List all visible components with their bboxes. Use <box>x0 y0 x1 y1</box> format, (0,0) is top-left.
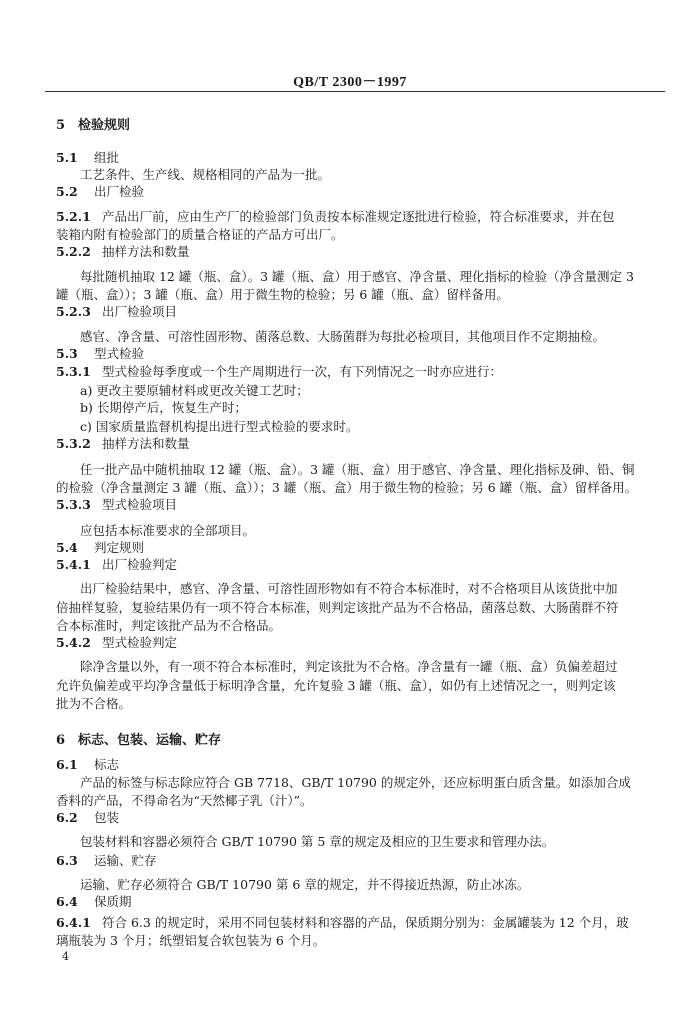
clause-heading <box>56 810 119 826</box>
body-line: 感官、净含量、可溶性固形物、菌落总数、大肠菌群为每批必检项目，其他项目作不定期抽检。 <box>80 329 606 344</box>
clause-number: 6.2 <box>56 810 78 825</box>
clause-number: 5.3 <box>56 346 78 361</box>
body-line: 出厂检验结果中，感官、净含量、可溶性固形物如有不符合本标准时，对不合格项目从该货批中加 <box>80 581 618 596</box>
clause-text: 检验规则 <box>78 118 131 133</box>
body-line: 合本标准时，判定该批产品为不合格品。 <box>56 618 282 633</box>
clause-number: 5.4.1 <box>56 557 91 572</box>
clause-heading <box>56 557 177 573</box>
clause-text: 抽样方法和数量 <box>102 436 190 451</box>
clause-heading <box>56 540 144 556</box>
clause-text: 产品出厂前，应由生产厂的检验部门负责按本标准规定逐批进行检验，符合标准要求，并在包 <box>102 209 615 224</box>
page-number: 4 <box>62 950 69 963</box>
clause-number: 5 <box>56 118 66 133</box>
clause-heading <box>56 150 119 166</box>
body-line: 的检验（净含量测定 3 罐（瓶、盒））；3 罐（瓶、盒）用于微生物的检验；另 6 罐（瓶、盒）留样备用。 <box>56 480 638 495</box>
clause-text: 抽样方法和数量 <box>102 244 190 259</box>
clause-text: 型式检验判定 <box>102 635 178 650</box>
clause-line <box>56 915 629 931</box>
body-line: 倍抽样复验，复验结果仍有一项不符合本标准，则判定该批产品为不合格品，菌落总数、大肠菌群不符 <box>56 600 619 615</box>
clause-heading <box>56 346 144 362</box>
list-item: a) 更改主要原辅材料或更改关键工艺时； <box>80 383 309 398</box>
clause-text: 出厂检验判定 <box>102 557 178 572</box>
body-line: 运输、贮存必须符合 GB/T 10790 第 6 章的规定，并不得接近热源，防止冰冻。 <box>80 877 530 892</box>
clause-text: 判定规则 <box>94 540 145 555</box>
clause-number: 5.4 <box>56 540 78 555</box>
clause-number: 5.3.2 <box>56 436 91 451</box>
body-line: 产品的标签与标志除应符合 GB 7718、GB/T 10790 的规定外，还应标明蛋白质含量。如添加合成 <box>80 775 631 790</box>
clause-text: 保质期 <box>94 894 132 909</box>
clause-heading <box>56 894 132 910</box>
clause-line <box>56 209 615 225</box>
clause-text: 型式检验每季度或一个生产周期进行一次，有下列情况之一时亦应进行： <box>102 364 503 379</box>
clause-number: 6 <box>56 733 66 748</box>
clause-number: 5.3.3 <box>56 497 91 512</box>
clause-number: 5.4.2 <box>56 635 91 650</box>
body-line: 允许负偏差或平均净含量低于标明净含量，允许复验 3 罐（瓶、盒），如仍有上述情况之一，则判定该 <box>56 678 616 693</box>
list-item: c) 国家质量监督机构提出进行型式检验的要求时。 <box>80 419 359 434</box>
clause-number: 6.3 <box>56 853 78 868</box>
list-item: b) 长期停产后，恢复生产时； <box>80 400 247 415</box>
clause-number: 5.2.1 <box>56 209 91 224</box>
clause-heading <box>56 497 177 513</box>
clause-number: 5.3.1 <box>56 364 91 379</box>
clause-number: 6.4.1 <box>56 915 91 930</box>
clause-text: 包装 <box>94 810 120 825</box>
body-line: 璃瓶装为 3 个月；纸塑铝复合软包装为 6 个月。 <box>56 933 326 948</box>
section-heading <box>56 733 221 749</box>
clause-text: 运输、贮存 <box>94 853 157 868</box>
clause-heading <box>56 436 190 452</box>
clause-heading <box>56 184 144 200</box>
body-line: 应包括本标准要求的全部项目。 <box>80 523 256 538</box>
clause-text: 出厂检验 <box>94 184 145 199</box>
clause-text: 标志 <box>94 757 120 772</box>
clause-text: 型式检验项目 <box>102 497 178 512</box>
standard-code-header: QB/T 2300－1997 <box>293 75 407 90</box>
header-rule <box>45 91 665 92</box>
body-line: 批为不合格。 <box>56 696 132 711</box>
clause-number: 5.1 <box>56 150 78 165</box>
clause-number: 5.2 <box>56 184 78 199</box>
clause-text: 型式检验 <box>94 346 145 361</box>
body-line: 包装材料和容器必须符合 GB/T 10790 第 5 章的规定及相应的卫生要求和管理办法。 <box>80 834 555 849</box>
body-line: 每批随机抽取 12 罐（瓶、盒）。3 罐（瓶、盒）用于感官、净含量、理化指标的检验（净含量测定 3 <box>80 269 634 284</box>
clause-number: 5.2.2 <box>56 244 91 259</box>
clause-number: 6.1 <box>56 757 78 772</box>
clause-heading <box>56 635 177 651</box>
body-line: 香料的产品，不得命名为“天然椰子乳（汁）”。 <box>56 793 313 808</box>
clause-heading <box>56 244 190 260</box>
clause-text: 组批 <box>94 150 120 165</box>
clause-text: 符合 6.3 的规定时，采用不同包装材料和容器的产品，保质期分别为：金属罐装为 12 个月，玻 <box>102 915 629 930</box>
body-line: 除净含量以外，有一项不符合本标准时，判定该批为不合格。净含量有一罐（瓶、盒）负偏差超过 <box>80 659 618 674</box>
body-line: 罐（瓶、盒））；3 罐（瓶、盒）用于微生物的检验；另 6 罐（瓶、盒）留样备用。 <box>56 287 509 302</box>
clause-heading <box>56 853 157 869</box>
clause-line <box>56 364 502 380</box>
clause-heading <box>56 304 177 320</box>
clause-heading <box>56 757 119 773</box>
body-line: 任一批产品中随机抽取 12 罐（瓶、盒）。3 罐（瓶、盒）用于感官、净含量、理化指标及砷、铅、铜 <box>80 462 635 477</box>
clause-text: 标志、包装、运输、贮存 <box>78 733 222 748</box>
clause-number: 5.2.3 <box>56 304 91 319</box>
clause-text: 出厂检验项目 <box>102 304 178 319</box>
section-heading <box>56 118 130 134</box>
body-line: 装箱内附有检验部门的质量合格证的产品方可出厂。 <box>56 227 344 242</box>
body-line: 工艺条件、生产线、规格相同的产品为一批。 <box>80 167 331 182</box>
clause-number: 6.4 <box>56 894 78 909</box>
